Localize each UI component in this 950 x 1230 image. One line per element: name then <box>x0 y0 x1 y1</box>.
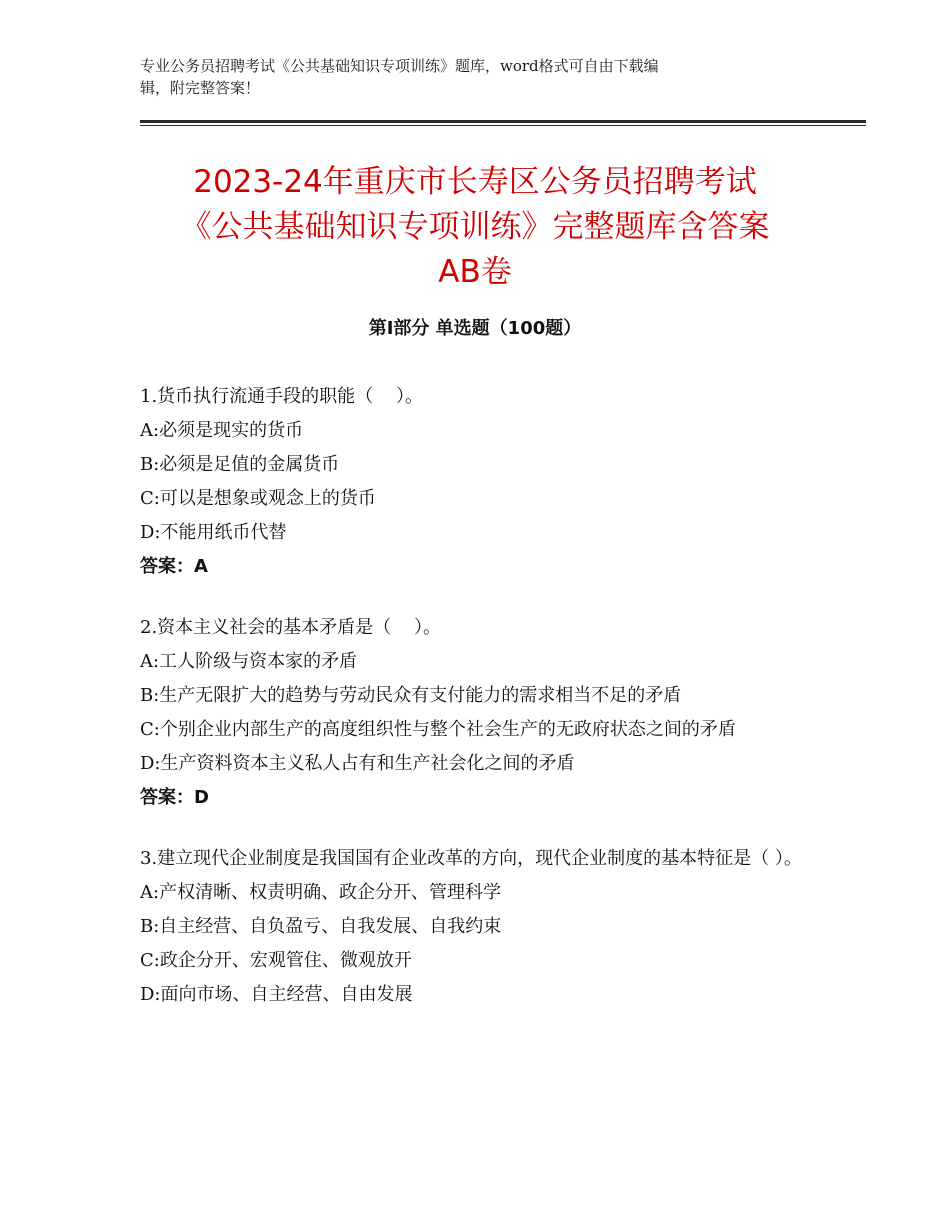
question-option: A:必须是现实的货币 <box>140 420 304 441</box>
header-rule-thin <box>140 125 866 126</box>
header-note-line: 专业公务员招聘考试《公共基础知识专项训练》题库，word格式可自由下载编 <box>140 57 659 75</box>
header-rule <box>140 120 866 123</box>
question-stem: 2.资本主义社会的基本矛盾是（ ）。 <box>140 617 442 638</box>
question-option: C:可以是想象或观念上的货币 <box>140 488 376 509</box>
question-answer: 答案：D <box>140 787 209 808</box>
title-line: AB卷 <box>438 254 512 290</box>
document-title <box>80 160 870 295</box>
title-line: 《公共基础知识专项训练》完整题库含答案 <box>180 209 770 245</box>
title-line: 2023-24年重庆市长寿区公务员招聘考试 <box>193 164 757 200</box>
question-option: C:个别企业内部生产的高度组织性与整个社会生产的无政府状态之间的矛盾 <box>140 719 736 740</box>
header-note-line: 辑，附完整答案！ <box>140 79 261 97</box>
question-stem: 1.货币执行流通手段的职能（ ）。 <box>140 386 424 407</box>
question-option: D:面向市场、自主经营、自由发展 <box>140 984 413 1005</box>
question-list <box>140 380 810 1039</box>
question-option: C:政企分开、宏观管住、微观放开 <box>140 950 412 971</box>
question-option: A:工人阶级与资本家的矛盾 <box>140 651 358 672</box>
section-title: 第Ⅰ部分 单选题（100题） <box>368 318 582 339</box>
question-option: B:必须是足值的金属货币 <box>140 454 340 475</box>
question-item <box>140 380 810 584</box>
question-option: D:不能用纸币代替 <box>140 522 287 543</box>
question-answer: 答案：A <box>140 556 208 577</box>
question-option: A:产权清晰、权责明确、政企分开、管理科学 <box>140 882 502 903</box>
question-item <box>140 842 810 1012</box>
question-option: D:生产资料资本主义私人占有和生产社会化之间的矛盾 <box>140 753 575 774</box>
question-stem: 3.建立现代企业制度是我国国有企业改革的方向，现代企业制度的基本特征是（ ）。 <box>140 848 802 869</box>
header-note <box>140 55 790 99</box>
question-option: B:生产无限扩大的趋势与劳动民众有支付能力的需求相当不足的矛盾 <box>140 685 682 706</box>
question-option: B:自主经营、自负盈亏、自我发展、自我约束 <box>140 916 502 937</box>
question-item <box>140 611 810 815</box>
